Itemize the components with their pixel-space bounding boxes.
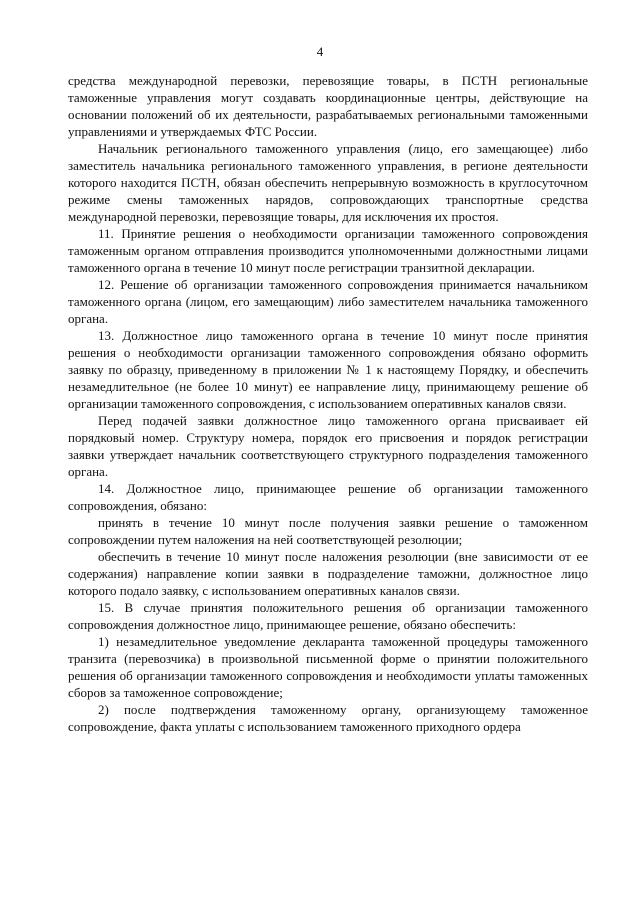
- paragraph-item-15-sub-2: 2) после подтверждения таможенному органу, организующему таможенное сопровождение, факта уплаты с использованием таможенного приходного ордера: [68, 702, 588, 734]
- paragraph-item-14: 14. Должностное лицо, принимающее решение об организации таможенного сопровождения, обязано:: [68, 481, 588, 513]
- paragraph-item-14-duty-accept: принять в течение 10 минут после получения заявки решение о таможенном сопровождении путем наложения на ней соответствующей резолюции;: [68, 515, 588, 547]
- paragraph-item-15: 15. В случае принятия положительного решения об организации таможенного сопровождения должностное лицо, принимающее решение, обязано обеспечить:: [68, 600, 588, 632]
- paragraph-item-12: 12. Решение об организации таможенного сопровождения принимается начальником таможенного органа (лицом, его замещающим) либо заместителем начальника таможенного органа.: [68, 277, 588, 326]
- paragraph-request-numbering: Перед подачей заявки должностное лицо таможенного органа присваивает ей порядковый номер. Структуру номера, порядок его присвоения и порядок регистрации заявки утверждает начальник соответствующего структурного подразделения таможенного органа.: [68, 413, 588, 479]
- paragraph-item-14-duty-send-copy: обеспечить в течение 10 минут после наложения резолюции (вне зависимости от ее содержания) направление копии заявки в подразделение таможни, должностное лицо которого подало заявку, с использованием оперативных каналов связи.: [68, 549, 588, 598]
- paragraph-item-13: 13. Должностное лицо таможенного органа в течение 10 минут после принятия решения о необходимости организации таможенного сопровождения обязано оформить заявку по образцу, приведенному в приложении № 1 к настоящему Порядку, и обеспечить незамедлительное (не более 10 минут) ее направление лицу, принимающему решение об организации таможенного сопровождения, с использованием оперативных каналов связи.: [68, 328, 588, 411]
- paragraph-item-11: 11. Принятие решения о необходимости организации таможенного сопровождения таможенным органом отправления производится уполномоченными должностными лицами таможенного органа в течение 10 минут после регистрации транзитной декларации.: [68, 226, 588, 275]
- paragraph-head-of-regional-administration: Начальник регионального таможенного управления (лицо, его замещающее) либо заместитель начальника регионального таможенного управления, в регионе деятельности которого находится ПСТН, обязан обеспечить непрерывную возможность в круглосуточном режиме смены таможенных нарядов, сопровождающих транспортные средства международной перевозки, перевозящие товары, для исключения их простоя.: [68, 141, 588, 224]
- paragraph-item-15-sub-1: 1) незамедлительное уведомление декларанта таможенной процедуры таможенного транзита (перевозчика) в произвольной письменной форме о принятии положительного решения об организации таможенного сопровождения и необходимости уплаты таможенных сборов за таможенное сопровождение;: [68, 634, 588, 700]
- document-body: [68, 72, 588, 735]
- paragraph-continuation: средства международной перевозки, перевозящие товары, в ПСТН региональные таможенные управления могут создавать координационные центры, действующие на основании положений об их деятельности, разрабатываемых региональными таможенными управлениями и утверждаемых ФТС России.: [68, 73, 588, 139]
- page-number: 4: [316, 44, 324, 59]
